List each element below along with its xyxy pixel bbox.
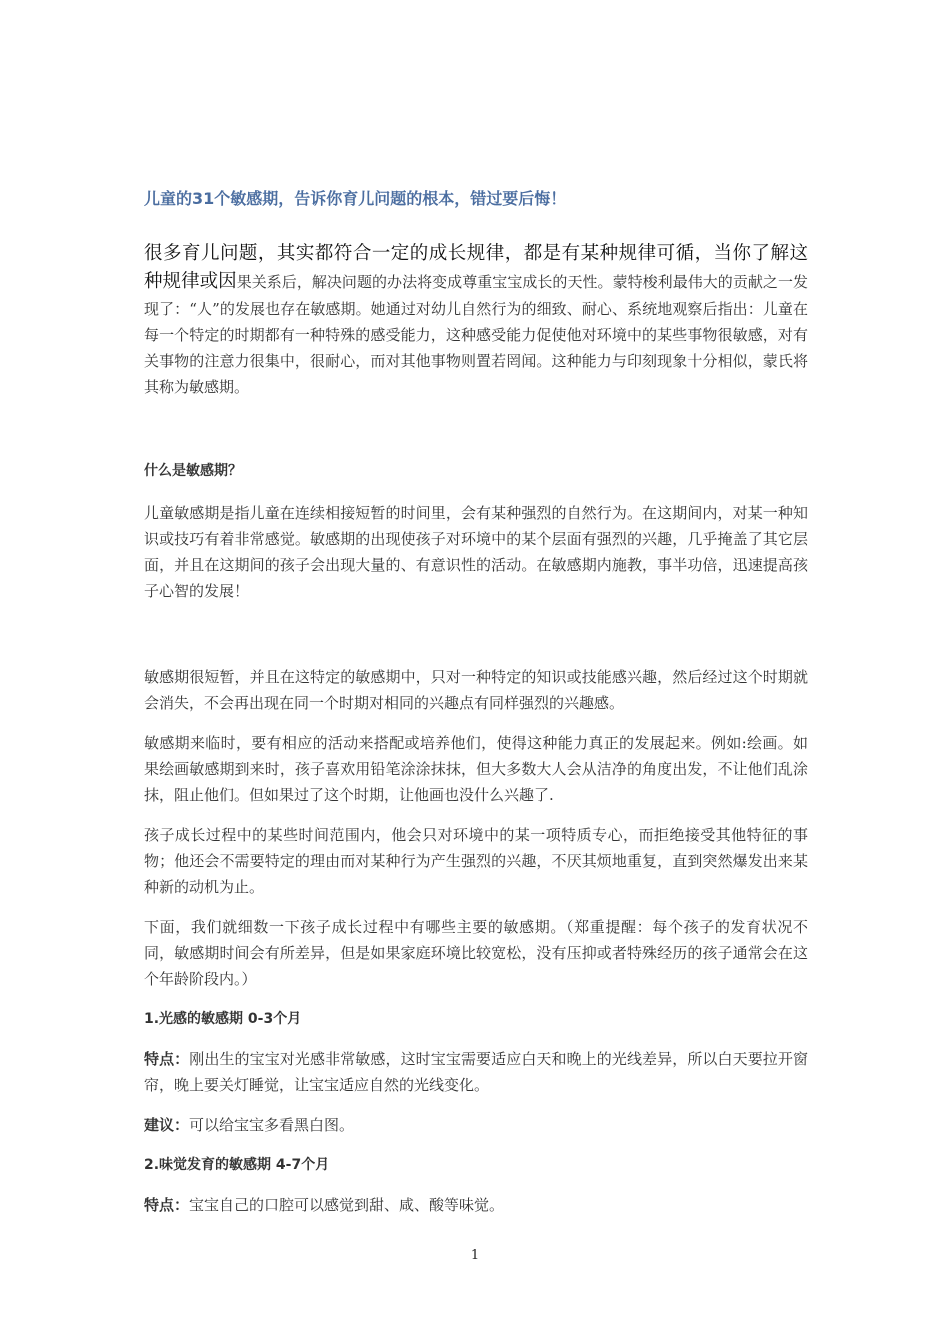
article-title: 儿童的31个敏感期，告诉你育儿问题的根本，错过要后悔！	[144, 189, 567, 208]
document-body	[144, 186, 808, 1218]
advice-label: 建议：	[144, 1116, 190, 1134]
paragraph-list-intro: 下面，我们就细数一下孩子成长过程中有哪些主要的敏感期。（郑重提醒：每个孩子的发育状况不同，敏感期时间会有所差异，但是如果家庭环境比较宽松，没有压抑或者特殊经历的孩子通常会在这个年龄阶段内。）	[144, 918, 808, 988]
intro-paragraph	[144, 240, 808, 400]
feature-label: 特点：	[144, 1050, 190, 1068]
section-heading-light: 1.光感的敏感期 0-3个月	[144, 1011, 302, 1027]
intro-rest-text: 果关系后，解决问题的办法将变成尊重宝宝成长的天性。蒙特梭利最伟大的贡献之一发现了：“人”的发展也存在敏感期。她通过对幼儿自然行为的细致、耐心、系统地观察后指出：儿童在每一个特定的时期都有一种特殊的感受能力，这种感受能力促使他对环境中的某些事物很敏感，对有关事物的注意力很集中，很耐心，而对其他事物则置若罔闻。这种能力与印刻现象十分相似，蒙氏将其称为敏感期。	[144, 273, 808, 396]
section-heading-what-is: 什么是敏感期？	[144, 463, 242, 479]
paragraph-definition: 儿童敏感期是指儿童在连续相接短暂的时间里，会有某种强烈的自然行为。在这期间内，对某一种知识或技巧有着非常感觉。敏感期的出现使孩子对环境中的某个层面有强烈的兴趣，几乎掩盖了其它层面，并且在这期间的孩子会出现大量的、有意识性的活动。在敏感期内施教，事半功倍，迅速提高孩子心智的发展！	[144, 504, 808, 600]
page-number: 1	[470, 1248, 480, 1263]
paragraph-taste-feature	[144, 1192, 808, 1218]
feature-text: 宝宝自己的口腔可以感觉到甜、咸、酸等味觉。	[189, 1196, 505, 1214]
paragraph-focus: 孩子成长过程中的某些时间范围内，他会只对环境中的某一项特质专心，而拒绝接受其他特征的事物；他还会不需要特定的理由而对某种行为产生强烈的兴趣，不厌其烦地重复，直到突然爆发出来某种新的动机为止。	[144, 826, 808, 896]
paragraph-short-duration: 敏感期很短暂，并且在这特定的敏感期中，只对一种特定的知识或技能感兴趣，然后经过这个时期就会消失，不会再出现在同一个时期对相同的兴趣点有同样强烈的兴趣感。	[144, 668, 808, 712]
advice-text: 可以给宝宝多看黑白图。	[189, 1116, 355, 1134]
paragraph-light-feature	[144, 1046, 808, 1098]
feature-text: 刚出生的宝宝对光感非常敏感，这时宝宝需要适应白天和晚上的光线差异，所以白天要拉开窗帘，晚上要关灯睡觉，让宝宝适应自然的光线变化。	[144, 1050, 808, 1094]
paragraph-activity: 敏感期来临时，要有相应的活动来搭配或培养他们，使得这种能力真正的发展起来。例如:绘画。如果绘画敏感期到来时，孩子喜欢用铅笔涂涂抹抹，但大多数大人会从洁净的角度出发，不让他们乱涂抹，阻止他们。但如果过了这个时期，让他画也没什么兴趣了.	[144, 734, 808, 804]
feature-label: 特点：	[144, 1196, 190, 1214]
paragraph-light-advice	[144, 1112, 808, 1138]
intro-lead-text: 很多育儿问题，其实都符合一定的成长规律，都是有某种规律可循，当你了解这种规律或因	[144, 243, 808, 292]
section-heading-taste: 2.味觉发育的敏感期 4-7个月	[144, 1157, 330, 1173]
